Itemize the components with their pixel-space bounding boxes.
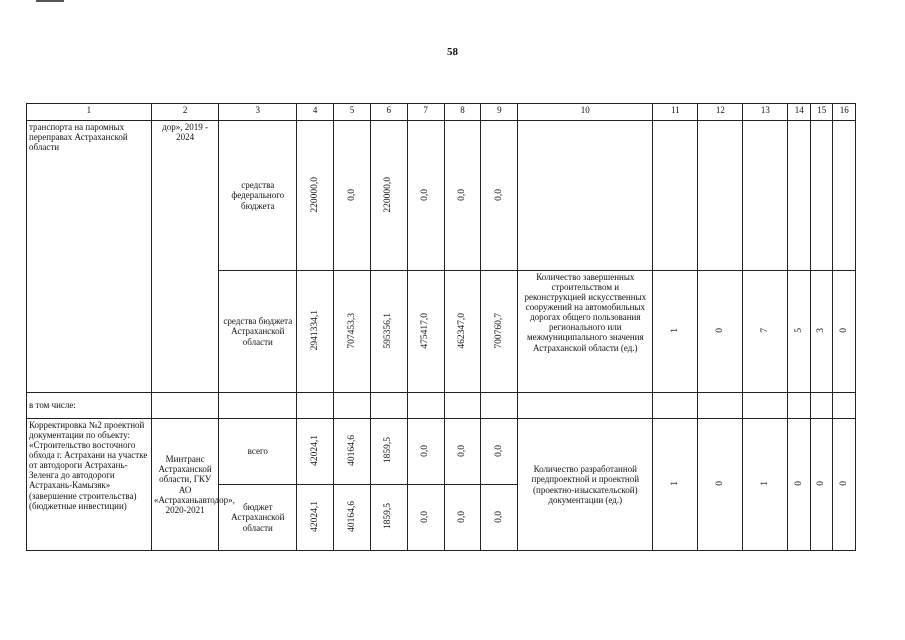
subtotal-label-cell: в том числе: bbox=[27, 393, 152, 419]
value-cell: 595356,1 bbox=[370, 271, 407, 393]
count-cell: 0 bbox=[788, 419, 811, 551]
empty-cell bbox=[743, 393, 788, 419]
empty-cell bbox=[481, 393, 518, 419]
empty-cell bbox=[698, 393, 743, 419]
program-table bbox=[26, 103, 856, 551]
scan-mark bbox=[36, 0, 64, 2]
count-cell: 5 bbox=[788, 271, 811, 393]
value-cell: 707453,3 bbox=[334, 271, 371, 393]
value-cell: 40164,6 bbox=[334, 485, 371, 551]
value-cell: 0,0 bbox=[444, 121, 481, 271]
header-cell: 10 bbox=[518, 104, 653, 121]
value-cell: 0,0 bbox=[481, 419, 518, 485]
count-cell: 0 bbox=[810, 419, 833, 551]
count-cell: 0 bbox=[698, 271, 743, 393]
value-cell: 2941334,1 bbox=[297, 271, 334, 393]
count-cell: 1 bbox=[653, 271, 698, 393]
header-cell: 3 bbox=[219, 104, 297, 121]
measure-name-cell: Корректировка №2 проектной документации по объекту: «Строительство восточного обхода г. Астрахани на участке от автодороги Астрахань-Зеленга до автодороги Астрахань-Камызяк» (завершение строительства) (бюджетные инвестиции) bbox=[27, 419, 152, 551]
header-cell: 6 bbox=[370, 104, 407, 121]
value-cell: 220000,0 bbox=[370, 121, 407, 271]
count-cell bbox=[833, 121, 856, 271]
empty-cell bbox=[151, 393, 219, 419]
table-row bbox=[27, 121, 856, 271]
header-cell: 14 bbox=[788, 104, 811, 121]
empty-cell bbox=[833, 393, 856, 419]
empty-cell bbox=[334, 393, 371, 419]
value-cell: 700760,7 bbox=[481, 271, 518, 393]
indicator-cell bbox=[518, 121, 653, 271]
count-cell: 0 bbox=[698, 419, 743, 551]
empty-cell bbox=[653, 393, 698, 419]
table-row bbox=[27, 419, 856, 485]
value-cell: 1859,5 bbox=[370, 485, 407, 551]
executor-cell: дор», 2019 - 2024 bbox=[151, 121, 219, 393]
empty-cell bbox=[518, 393, 653, 419]
count-cell: 0 bbox=[833, 271, 856, 393]
value-cell: 0,0 bbox=[481, 121, 518, 271]
count-cell bbox=[698, 121, 743, 271]
count-cell: 0 bbox=[833, 419, 856, 551]
column-number-row bbox=[27, 104, 856, 121]
count-cell bbox=[743, 121, 788, 271]
empty-cell bbox=[407, 393, 444, 419]
count-cell: 3 bbox=[810, 271, 833, 393]
funding-source-cell: всего bbox=[219, 419, 297, 485]
header-cell: 15 bbox=[810, 104, 833, 121]
empty-cell bbox=[444, 393, 481, 419]
count-cell: 1 bbox=[653, 419, 698, 551]
executor-cell: Минтранс Астраханской области, ГКУ АО «Астраханьавтодор», 2020-2021 bbox=[151, 419, 219, 551]
empty-cell bbox=[219, 393, 297, 419]
funding-source-cell: бюджет Астраханской области bbox=[219, 485, 297, 551]
header-cell: 5 bbox=[334, 104, 371, 121]
empty-cell bbox=[788, 393, 811, 419]
value-cell: 0,0 bbox=[407, 419, 444, 485]
count-cell bbox=[788, 121, 811, 271]
header-cell: 8 bbox=[444, 104, 481, 121]
value-cell: 0,0 bbox=[444, 485, 481, 551]
empty-cell bbox=[810, 393, 833, 419]
value-cell: 42024,1 bbox=[297, 419, 334, 485]
page-number: 58 bbox=[447, 46, 458, 58]
header-cell: 2 bbox=[151, 104, 219, 121]
table-row bbox=[27, 393, 856, 419]
value-cell: 0,0 bbox=[444, 419, 481, 485]
funding-source-cell: средства федерального бюджета bbox=[219, 121, 297, 271]
funding-source-cell: средства бюджета Астраханской области bbox=[219, 271, 297, 393]
value-cell: 0,0 bbox=[481, 485, 518, 551]
header-cell: 16 bbox=[833, 104, 856, 121]
count-cell: 7 bbox=[743, 271, 788, 393]
header-cell: 1 bbox=[27, 104, 152, 121]
count-cell bbox=[653, 121, 698, 271]
empty-cell bbox=[370, 393, 407, 419]
header-cell: 11 bbox=[653, 104, 698, 121]
value-cell: 1859,5 bbox=[370, 419, 407, 485]
value-cell: 0,0 bbox=[407, 485, 444, 551]
header-cell: 7 bbox=[407, 104, 444, 121]
count-cell: 1 bbox=[743, 419, 788, 551]
header-cell: 12 bbox=[698, 104, 743, 121]
header-cell: 4 bbox=[297, 104, 334, 121]
empty-cell bbox=[297, 393, 334, 419]
value-cell: 462347,0 bbox=[444, 271, 481, 393]
value-cell: 220000,0 bbox=[297, 121, 334, 271]
header-cell: 9 bbox=[481, 104, 518, 121]
count-cell bbox=[810, 121, 833, 271]
header-cell: 13 bbox=[743, 104, 788, 121]
value-cell: 40164,6 bbox=[334, 419, 371, 485]
value-cell: 475417,0 bbox=[407, 271, 444, 393]
indicator-cell: Количество завершенных строительством и реконструкцией искусственных сооружений на автомобильных дорогах общего пользования регионального или межмуниципального значения Астраханской области (ед.) bbox=[518, 271, 653, 393]
value-cell: 0,0 bbox=[334, 121, 371, 271]
value-cell: 42024,1 bbox=[297, 485, 334, 551]
value-cell: 0,0 bbox=[407, 121, 444, 271]
indicator-cell: Количество разработанной предпроектной и проектной (проектно-изыскательской) документации (ед.) bbox=[518, 419, 653, 551]
measure-name-cell: транспорта на паромных переправах Астраханской области bbox=[27, 121, 152, 393]
